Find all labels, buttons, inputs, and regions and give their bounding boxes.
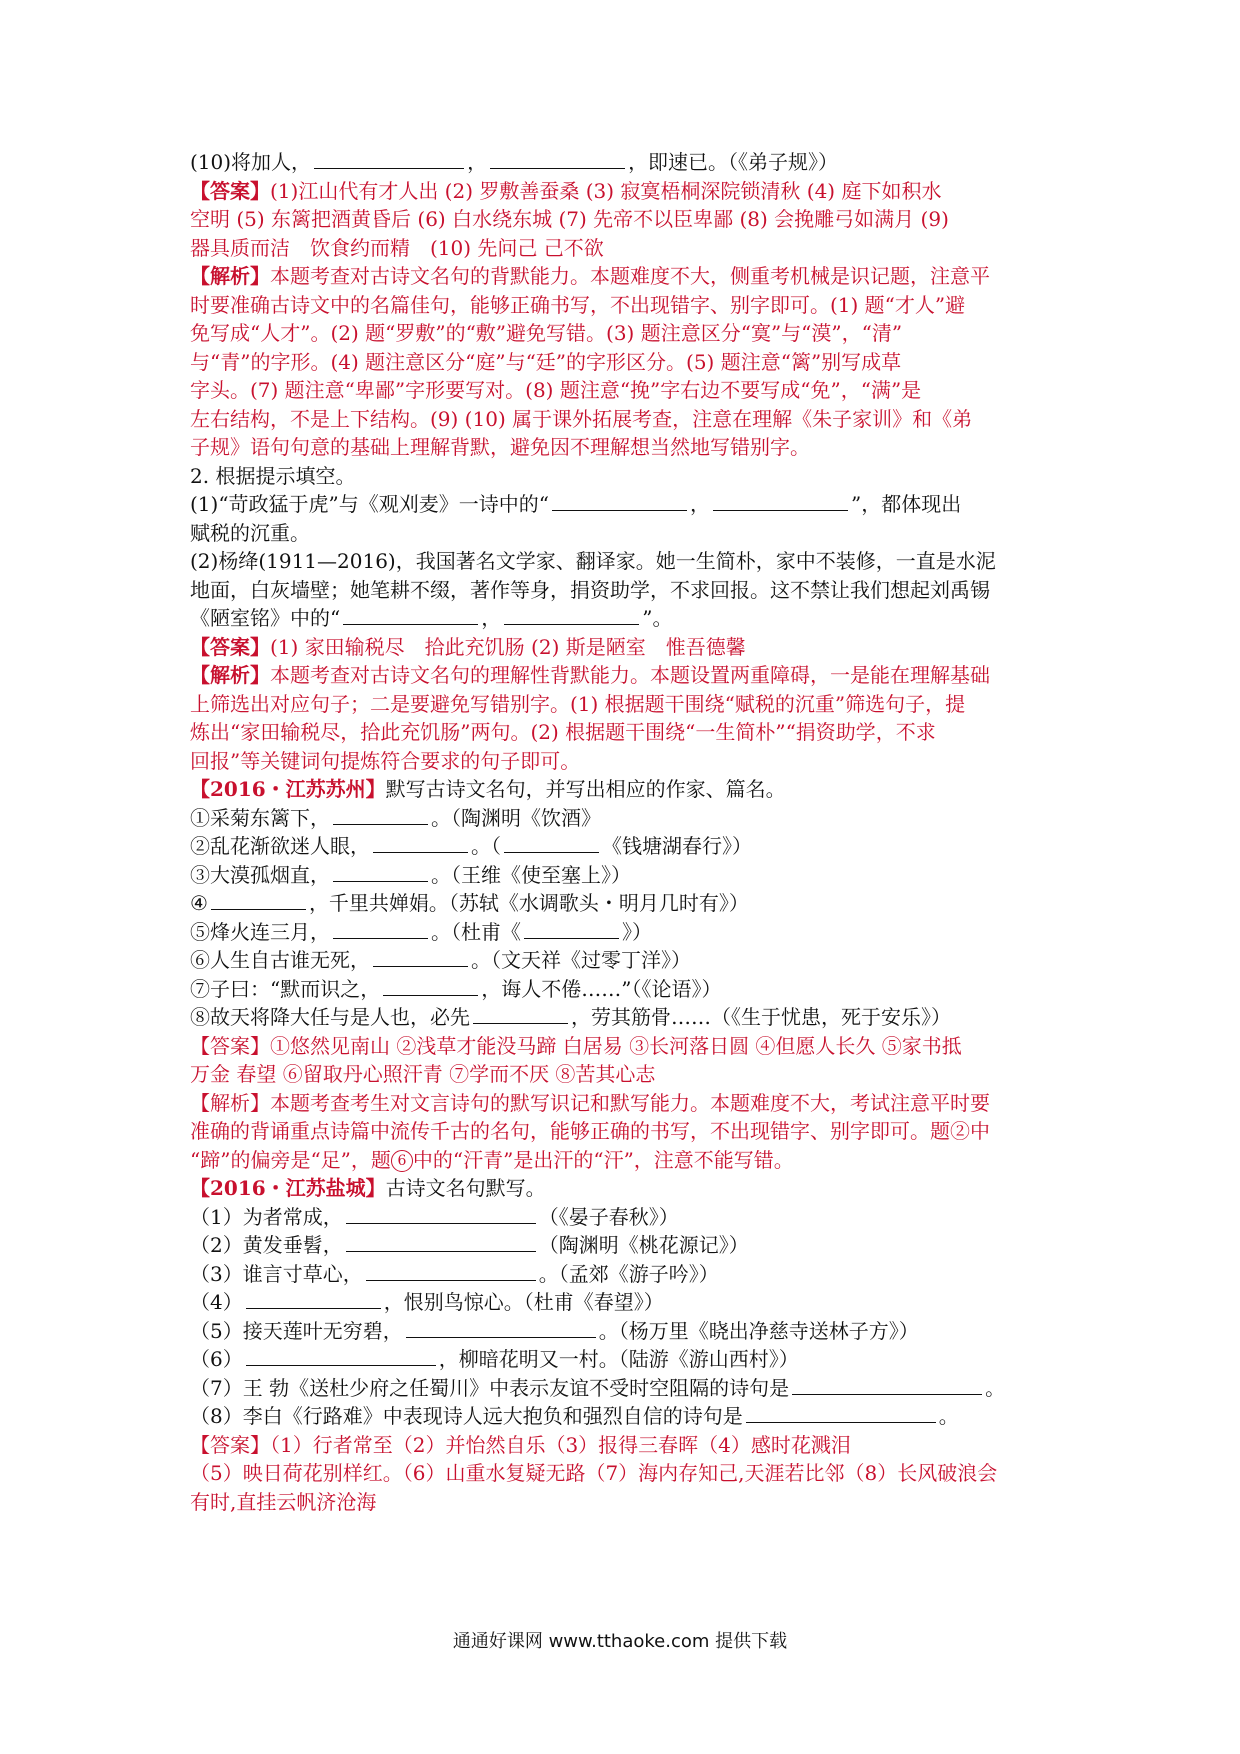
answer-blank (504, 834, 599, 853)
analysis-2-line-4: 回报”等关键词句提炼符合要求的句子即可。 (190, 748, 581, 773)
answer-blank (314, 150, 464, 169)
answer-4-line-1: 【答案】（1）行者常至（2）并怡然自乐（3）报得三春晖（4）感时花溅泪 (190, 1432, 851, 1457)
answer-4-line-3: 有时,直挂云帆济沧海 (190, 1489, 377, 1514)
analysis-2-line-1: 【解析】本题考查对古诗文名句的理解性背默能力。本题设置两重障碍，一是能在理解基础 (190, 663, 990, 687)
answer-2: 【答案】(1) 家田输税尽 拾此充饥肠 (2) 斯是陋室 惟吾德馨 (190, 634, 746, 659)
analysis-1-line-5: 字头。(7) 题注意“卑鄙”字形要写对。(8) 题注意“挽”字右边不要写成“免”，“满”是 (190, 378, 922, 402)
answer-blank (792, 1376, 982, 1395)
suzhou-item-8: ⑧故天将降大任与是人也，必先 ，劳其筋骨……（《生于忧患，死于安乐》） (190, 1005, 951, 1029)
analysis-1-line-7: 子规》语句句意的基础上理解背默，避免因不理解想当然地写错别字。 (190, 435, 810, 459)
suzhou-item-4: ④ ，千里共婵娟。（苏轼《水调歌头・明月几时有》） (190, 891, 749, 915)
analysis-2-line-2: 上筛选出对应句子；二是要避免写错别字。(1) 根据题干围绕“赋税的沉重”筛选句子，提 (190, 691, 966, 716)
analysis-1-line-3: 免写成“人才”。(2) 题“罗敷”的“敷”避免写错。(3) 题注意区分“寞”与“漠”，“清” (190, 321, 903, 345)
answer-blank (524, 920, 619, 939)
answer-1-line-3: 器具质而洁 饮食约而精 (10) 先问己 己不欲 (190, 235, 604, 260)
q2-item-2-line-3: 《陋室铭》中的“ ， ”。 (190, 606, 673, 630)
analysis-1-line-4: 与“青”的字形。(4) 题注意区分“庭”与“廷”的字形区分。(5) 题注意“篱”别写成草 (190, 349, 902, 374)
q1-item-10: (10)将加人， ， ，即速已。（《弟子规》） (190, 150, 839, 174)
analysis-3-line-1: 【解析】本题考查考生对文言诗句的默写识记和默写能力。本题难度不大，考试注意平时要 (190, 1090, 990, 1115)
answer-blank (366, 1262, 536, 1281)
answer-blank (343, 606, 478, 625)
document-body (190, 148, 1060, 1516)
answer-blank (746, 1404, 936, 1423)
answer-1-line-1: 【答案】(1)江山代有才人出 (2) 罗敷善蚕桑 (3) 寂寞梧桐深院锁清秋 (4) 庭下如积水 (190, 178, 942, 203)
answer-blank (333, 806, 428, 825)
q2-item-2-line-1: (2)杨绛(1911—2016)，我国著名文学家、翻译家。她一生简朴，家中不装修，一直是水泥 (190, 549, 996, 573)
answer-blank (713, 492, 848, 511)
answer-blank (504, 606, 639, 625)
suzhou-item-2: ②乱花渐欲迷人眼， 。（ 《钱塘湖春行》） (190, 834, 752, 858)
answer-3-line-1: 【答案】①悠然见南山 ②浅草才能没马蹄 白居易 ③长河落日圆 ④但愿人长久 ⑤家书抵 (190, 1033, 962, 1058)
yancheng-item-4: （4） ，恨别鸟惊心。（杜甫《春望》） (190, 1290, 664, 1314)
answer-blank (490, 150, 625, 169)
section-yancheng-title: 【2016・江苏盐城】古诗文名句默写。 (190, 1176, 546, 1200)
answer-blank (373, 948, 468, 967)
q2-item-1-cont: 赋税的沉重。 (190, 520, 310, 545)
analysis-2-line-3: 炼出“家田输税尽，拾此充饥肠”两句。(2) 根据题干围绕“一生简朴”“捐资助学，不求 (190, 720, 936, 744)
analysis-1-line-2: 时要准确古诗文中的名篇佳句，能够正确书写，不出现错字、别字即可。(1) 题“才人”避 (190, 292, 966, 317)
answer-blank (383, 977, 478, 996)
answer-blank (406, 1319, 596, 1338)
q2-item-1: (1)“苛政猛于虎”与《观刈麦》一诗中的“ ， ”，都体现出 (190, 492, 962, 516)
answer-blank (246, 1290, 381, 1309)
circled-number-6: 6 (391, 1150, 413, 1172)
answer-blank (246, 1347, 436, 1366)
analysis-1-line-1: 【解析】本题考查对古诗文名句的背默能力。本题难度不大，侧重考机械是识记题，注意平 (190, 264, 990, 288)
suzhou-item-6: ⑥人生自古谁无死， 。（文天祥《过零丁洋》） (190, 948, 691, 972)
analysis-3-line-3: “蹄”的偏旁是“足”，题 6 中的“汗青”是出汗的“汗”，注意不能写错。 (190, 1147, 794, 1172)
section-suzhou-title: 【2016・江苏苏州】默写古诗文名句，并写出相应的作家、篇名。 (190, 777, 786, 801)
q2-title: 2. 根据提示填空。 (190, 463, 356, 488)
yancheng-item-1: （1）为者常成， （《晏子春秋》） (190, 1204, 679, 1229)
suzhou-item-5: ⑤烽火连三月， 。（杜甫《 》） (190, 919, 652, 944)
answer-3-line-2: 万金 春望 ⑥留取丹心照汗青 ⑦学而不厌 ⑧苦其心志 (190, 1062, 656, 1086)
analysis-3-line-2: 准确的背诵重点诗篇中流传千古的名句，能够正确的书写，不出现错字、别字即可。题②中 (190, 1119, 990, 1143)
answer-4-line-2: （5）映日荷花别样红。（6）山重水复疑无路（7）海内存知己,天涯若比邻（8）长风破浪会 (190, 1461, 998, 1485)
answer-blank (373, 834, 468, 853)
answer-blank (346, 1233, 536, 1252)
answer-1-line-2: 空明 (5) 东篱把酒黄昏后 (6) 白水绕东城 (7) 先帝不以臣卑鄙 (8) 会挽雕弓如满月 (9) (190, 207, 949, 231)
suzhou-item-1: ①采菊东篱下， 。（陶渊明《饮酒》 (190, 805, 601, 830)
yancheng-item-6: （6） ，柳暗花明又一村。（陆游《游山西村》） (190, 1347, 799, 1371)
yancheng-item-8: （8）李白《行路难》中表现诗人远大抱负和强烈自信的诗句是 。 (190, 1404, 959, 1428)
yancheng-item-3: （3）谁言寸草心， 。（孟郊《游子吟》） (190, 1261, 719, 1286)
analysis-1-line-6: 左右结构，不是上下结构。(9) (10) 属于课外拓展考查，注意在理解《朱子家训》和《弟 (190, 406, 973, 431)
page-footer: 通通好课网 www.tthaoke.com 提供下载 (452, 1631, 788, 1652)
answer-blank (333, 863, 428, 882)
suzhou-item-7: ⑦子曰：“默而识之， ，诲人不倦……”（《论语》） (190, 976, 722, 1001)
answer-blank (346, 1205, 536, 1224)
answer-blank (333, 920, 428, 939)
suzhou-item-3: ③大漠孤烟直， 。（王维《使至塞上》） (190, 862, 631, 887)
yancheng-item-7: （7）王 勃《送杜少府之任蜀川》中表示友谊不受时空阻隔的诗句是 。 (190, 1375, 1006, 1400)
yancheng-item-5: （5）接天莲叶无穷碧， 。（杨万里《晓出净慈寺送林子方》） (190, 1318, 919, 1343)
answer-blank (552, 492, 687, 511)
answer-blank (211, 891, 306, 910)
q2-item-2-line-2: 地面，白灰墙壁；她笔耕不缀，著作等身，捐资助学，不求回报。这不禁让我们想起刘禹锡 (190, 577, 990, 602)
yancheng-item-2: （2）黄发垂髫， （陶渊明《桃花源记》） (190, 1233, 749, 1257)
answer-blank (473, 1005, 568, 1024)
